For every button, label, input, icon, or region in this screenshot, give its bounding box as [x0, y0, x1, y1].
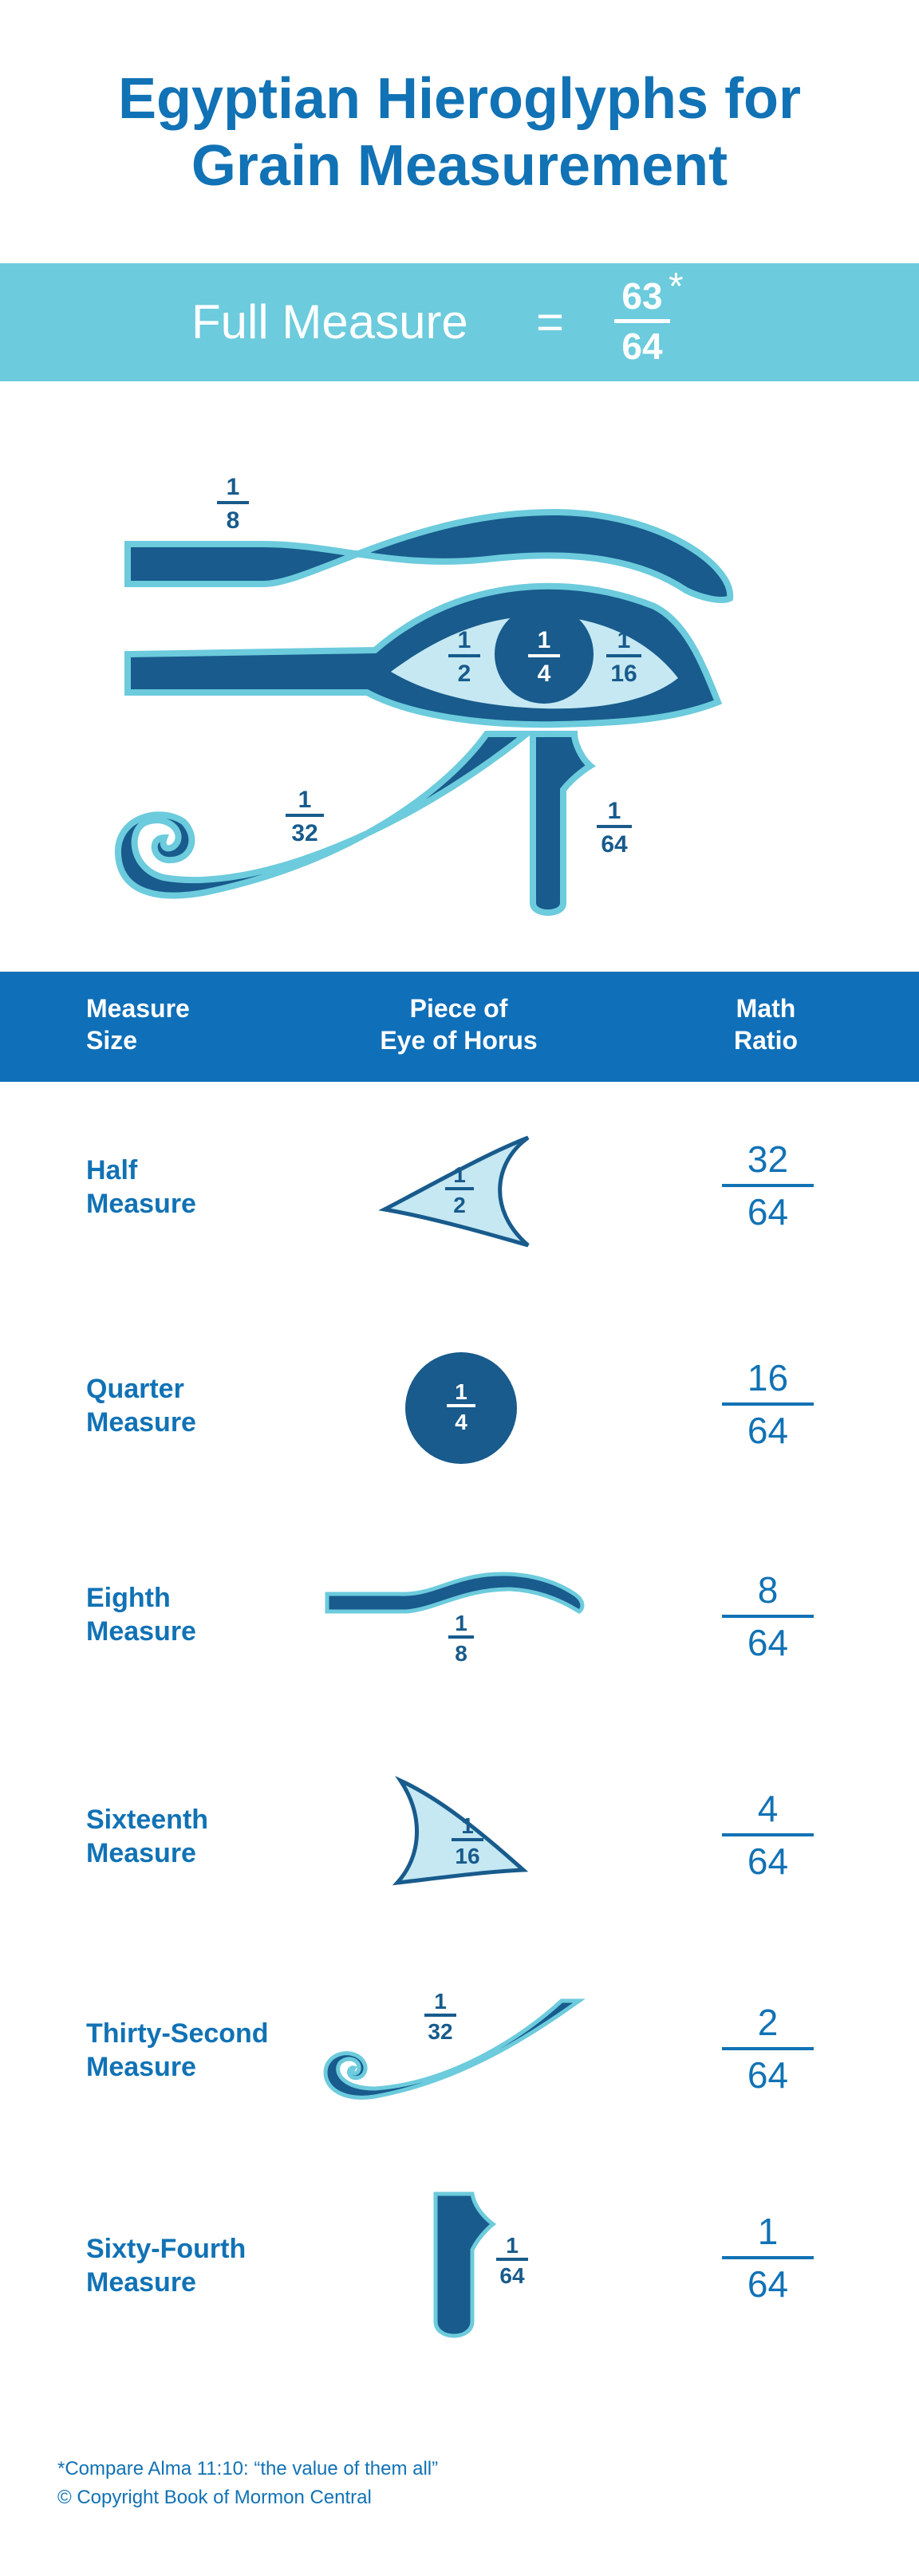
quarter-piece-icon — [303, 1332, 590, 1468]
table-row — [0, 1114, 919, 1321]
header-piece-line-1: Piece of — [409, 994, 508, 1023]
piece-fraction-n: 1 — [455, 1379, 467, 1404]
row-label-line-1: Sixteenth — [86, 1805, 209, 1835]
fraction-denominator: 64 — [621, 325, 663, 367]
piece-fraction-d: 2 — [453, 1193, 466, 1217]
label-pupil-n: 1 — [537, 627, 551, 653]
ratio-numerator: 8 — [757, 1569, 779, 1611]
header-ratio-line-1: Math — [736, 994, 796, 1023]
row-label — [86, 2232, 325, 2299]
ratio-denominator: 64 — [747, 1622, 789, 1663]
ratio-bar — [722, 2047, 814, 2050]
header-size-line-1: Measure — [86, 994, 190, 1023]
math-ratio — [722, 1138, 814, 1233]
sixty-fourth-piece-icon — [303, 2186, 590, 2345]
ratio-numerator: 16 — [747, 1357, 789, 1398]
ratio-denominator: 64 — [747, 2263, 789, 2305]
table-row — [0, 1544, 919, 1752]
eighth-piece-icon — [303, 1544, 590, 1680]
table-row — [0, 2186, 919, 2393]
fraction-numerator: 63 — [621, 275, 663, 317]
math-ratio — [722, 1568, 814, 1664]
label-spiral-n: 1 — [298, 787, 312, 813]
row-label-line-1: Eighth — [86, 1583, 171, 1613]
row-label — [86, 1803, 325, 1870]
piece-fraction-d: 16 — [455, 1844, 480, 1868]
piece-fraction-d: 8 — [455, 1641, 467, 1666]
ratio-denominator: 64 — [747, 1191, 789, 1233]
leg-shape — [533, 734, 590, 913]
label-eyebrow — [217, 474, 249, 534]
row-label-line-2: Measure — [86, 2267, 196, 2298]
label-left-half-d: 2 — [457, 661, 471, 687]
header-measure-size — [86, 992, 190, 1056]
table-row — [0, 1763, 919, 1970]
ratio-numerator: 32 — [747, 1138, 789, 1180]
row-label-line-2: Measure — [86, 1838, 196, 1868]
row-label-line-1: Sixty-Fourth — [86, 2234, 247, 2264]
half-piece-icon — [303, 1114, 590, 1249]
row-label — [86, 1581, 325, 1648]
fraction-bar — [614, 319, 670, 323]
row-label-line-2: Measure — [86, 1189, 196, 1219]
header-piece — [347, 992, 570, 1056]
row-label-line-1: Thirty-Second — [86, 2018, 269, 2049]
full-measure-banner — [0, 263, 919, 381]
label-leg — [597, 798, 632, 858]
copyright: © Copyright Book of Mormon Central — [57, 2487, 372, 2508]
math-ratio — [722, 2001, 814, 2097]
header-size-line-2: Size — [86, 1026, 138, 1055]
ratio-denominator: 64 — [747, 2054, 789, 2096]
row-label-line-1: Half — [86, 1155, 138, 1185]
row-label — [86, 1154, 325, 1221]
piece-fraction-n: 1 — [455, 1611, 467, 1635]
label-pupil-d: 4 — [537, 661, 551, 687]
table-row — [0, 1332, 919, 1540]
row-label-line-2: Measure — [86, 1616, 196, 1647]
ratio-bar — [722, 1402, 814, 1406]
ratio-denominator: 64 — [747, 1840, 789, 1882]
row-label-line-2: Measure — [86, 1407, 196, 1438]
row-label-line-2: Measure — [86, 2052, 196, 2082]
footnote-asterisk: * — [669, 266, 684, 308]
piece-fraction-n: 1 — [461, 1813, 474, 1838]
page-title — [0, 65, 919, 199]
header-math-ratio — [686, 992, 846, 1056]
piece-fraction-d: 4 — [455, 1410, 467, 1434]
label-left-half-n: 1 — [457, 627, 471, 653]
math-ratio — [722, 2210, 814, 2306]
row-label — [86, 1372, 325, 1439]
label-spiral — [286, 787, 324, 846]
footnote: *Compare Alma 11:10: “the value of them all” — [57, 2458, 439, 2479]
header-piece-line-2: Eye of Horus — [380, 1026, 538, 1055]
ratio-bar — [722, 1184, 814, 1187]
label-right-part-n: 1 — [617, 627, 631, 653]
math-ratio — [722, 1787, 814, 1883]
label-spiral-d: 32 — [291, 820, 318, 846]
title-line-1: Egyptian Hieroglyphs for — [117, 67, 802, 131]
ratio-bar — [722, 1833, 814, 1836]
thirty-second-piece-icon — [303, 1977, 590, 2112]
full-measure-label: Full Measure — [191, 295, 468, 349]
table-header — [0, 972, 919, 1082]
piece-fraction-d: 64 — [499, 2263, 525, 2288]
sixteenth-piece-icon — [303, 1766, 590, 1902]
full-measure-fraction — [614, 274, 670, 368]
equals-sign: = — [536, 295, 565, 349]
ratio-numerator: 2 — [757, 2002, 779, 2043]
math-ratio — [722, 1356, 814, 1452]
piece-fraction-n: 1 — [434, 1989, 447, 2014]
label-eyebrow-n: 1 — [226, 474, 240, 500]
ratio-denominator: 64 — [747, 1410, 789, 1451]
ratio-bar — [722, 1615, 814, 1618]
ratio-bar — [722, 2256, 814, 2259]
label-right-part-d: 16 — [610, 661, 637, 687]
piece-fraction-n: 1 — [506, 2233, 519, 2258]
label-leg-n: 1 — [607, 798, 621, 824]
ratio-numerator: 4 — [757, 1788, 779, 1829]
label-eyebrow-d: 8 — [226, 507, 240, 534]
ratio-numerator: 1 — [757, 2211, 779, 2252]
eyebrow-shape — [128, 512, 730, 600]
table-row — [0, 1977, 919, 2184]
title-line-2: Grain Measurement — [191, 134, 728, 198]
label-leg-d: 64 — [601, 831, 628, 858]
header-ratio-line-2: Ratio — [734, 1026, 798, 1055]
piece-fraction-n: 1 — [453, 1162, 466, 1187]
row-label-line-1: Quarter — [86, 1374, 184, 1404]
row-label — [86, 2017, 325, 2084]
piece-fraction-d: 32 — [428, 2019, 453, 2044]
eye-of-horus-illustration — [0, 415, 919, 925]
